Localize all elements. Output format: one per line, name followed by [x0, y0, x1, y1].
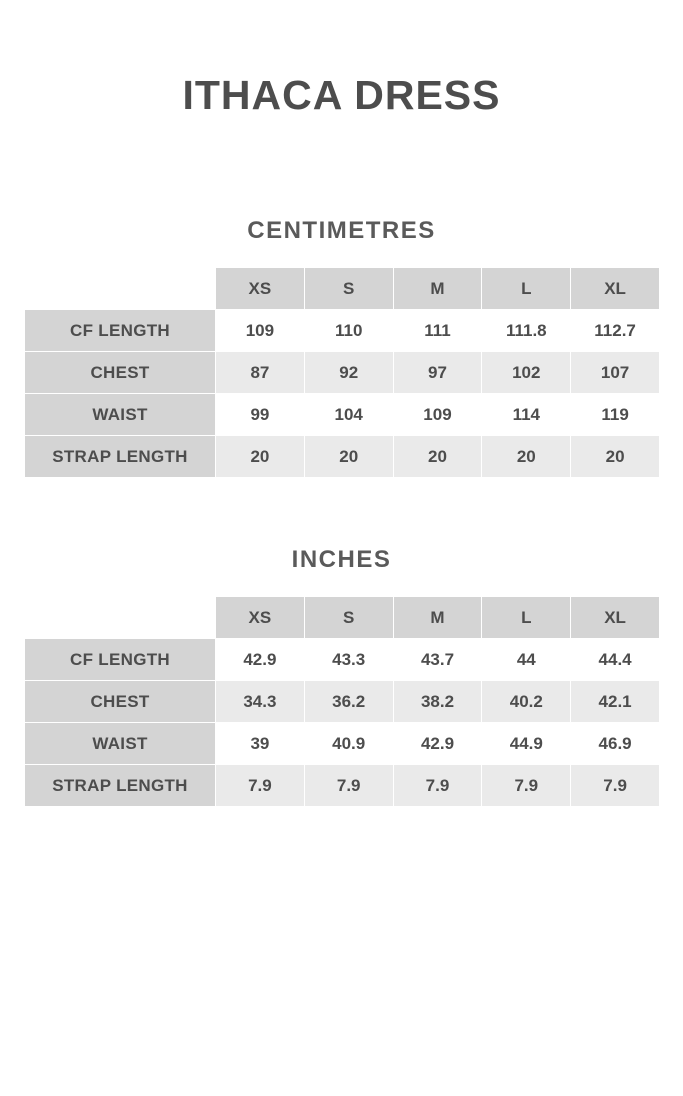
cell-value: 109	[216, 310, 305, 352]
size-table-inches	[24, 596, 660, 807]
table-row	[25, 394, 660, 436]
cell-value: 44.4	[571, 639, 660, 681]
centimetres-section	[24, 217, 659, 478]
section-heading-inches: INCHES	[291, 546, 392, 573]
cell-value: 20	[482, 436, 571, 478]
cell-value: 20	[216, 436, 305, 478]
cell-value: 110	[304, 310, 393, 352]
cell-value: 20	[393, 436, 482, 478]
cell-value: 44.9	[482, 723, 571, 765]
cell-value: 7.9	[393, 765, 482, 807]
cell-value: 99	[216, 394, 305, 436]
cell-value: 7.9	[482, 765, 571, 807]
cell-value: 109	[393, 394, 482, 436]
row-label: CHEST	[25, 352, 216, 394]
cell-value: 7.9	[571, 765, 660, 807]
row-label: CF LENGTH	[25, 639, 216, 681]
cell-value: 97	[393, 352, 482, 394]
row-label: WAIST	[25, 723, 216, 765]
cell-value: 111	[393, 310, 482, 352]
column-header-s: S	[304, 268, 393, 310]
row-label: WAIST	[25, 394, 216, 436]
table-row	[25, 310, 660, 352]
cell-value: 111.8	[482, 310, 571, 352]
table-row	[25, 765, 660, 807]
table-row	[25, 681, 660, 723]
cell-value: 42.1	[571, 681, 660, 723]
cell-value: 20	[571, 436, 660, 478]
cell-value: 34.3	[216, 681, 305, 723]
column-header-xs: XS	[216, 597, 305, 639]
cell-value: 43.3	[304, 639, 393, 681]
cell-value: 104	[304, 394, 393, 436]
column-header-xl: XL	[571, 268, 660, 310]
table-row	[25, 723, 660, 765]
cell-value: 7.9	[216, 765, 305, 807]
table-row	[25, 436, 660, 478]
cell-value: 87	[216, 352, 305, 394]
size-chart-page	[0, 72, 683, 1096]
cell-value: 7.9	[304, 765, 393, 807]
cell-value: 36.2	[304, 681, 393, 723]
table-header-row	[25, 597, 660, 639]
cell-value: 107	[571, 352, 660, 394]
column-header-s: S	[304, 597, 393, 639]
inches-section	[24, 546, 659, 807]
cell-value: 42.9	[216, 639, 305, 681]
column-header-m: M	[393, 597, 482, 639]
cell-value: 102	[482, 352, 571, 394]
column-header-l: L	[482, 597, 571, 639]
column-header-xl: XL	[571, 597, 660, 639]
table-header-row	[25, 268, 660, 310]
column-header-xs: XS	[216, 268, 305, 310]
column-header-l: L	[482, 268, 571, 310]
column-header-m: M	[393, 268, 482, 310]
cell-value: 40.2	[482, 681, 571, 723]
cell-value: 40.9	[304, 723, 393, 765]
cell-value: 42.9	[393, 723, 482, 765]
cell-value: 92	[304, 352, 393, 394]
corner-cell	[25, 597, 216, 639]
cell-value: 46.9	[571, 723, 660, 765]
cell-value: 43.7	[393, 639, 482, 681]
cell-value: 119	[571, 394, 660, 436]
cell-value: 114	[482, 394, 571, 436]
size-table-centimetres	[24, 267, 660, 478]
section-heading-centimetres: CENTIMETRES	[247, 217, 436, 244]
row-label: STRAP LENGTH	[25, 436, 216, 478]
table-row	[25, 639, 660, 681]
row-label: CHEST	[25, 681, 216, 723]
page-title: ITHACA DRESS	[182, 72, 501, 118]
corner-cell	[25, 268, 216, 310]
row-label: STRAP LENGTH	[25, 765, 216, 807]
cell-value: 38.2	[393, 681, 482, 723]
row-label: CF LENGTH	[25, 310, 216, 352]
cell-value: 39	[216, 723, 305, 765]
table-row	[25, 352, 660, 394]
cell-value: 44	[482, 639, 571, 681]
cell-value: 20	[304, 436, 393, 478]
cell-value: 112.7	[571, 310, 660, 352]
